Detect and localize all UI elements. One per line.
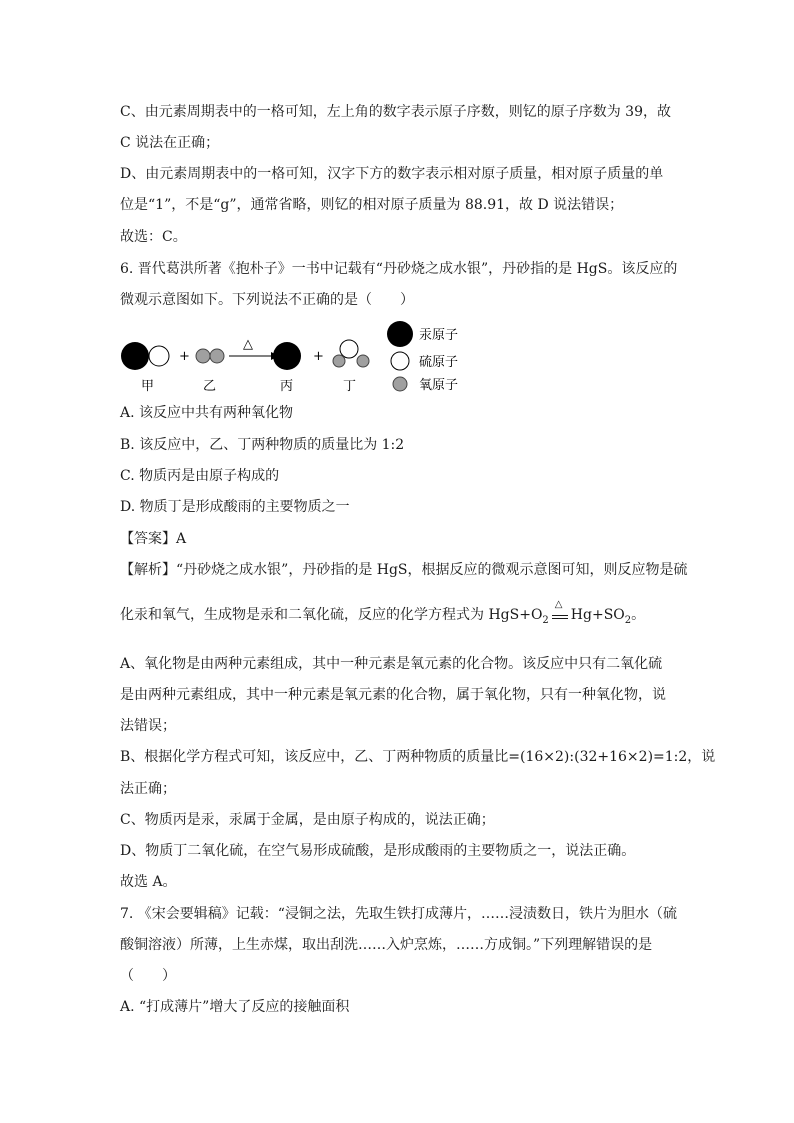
equation-end: 。 bbox=[631, 607, 646, 623]
label-ding: 丁 bbox=[343, 379, 357, 394]
analysis-line1: 【解析】“丹砂烧之成水银”，丹砂指的是 HgS，根据反应的微观示意图可知，则反应物是硫 bbox=[120, 562, 688, 578]
explain-d-line: D、物质丁二氧化硫，在空气易形成硫酸，是形成酸雨的主要物质之一，说法正确。 bbox=[120, 843, 636, 859]
line-choose: 故选：C。 bbox=[120, 229, 187, 245]
question-7-line1: 7. 《宋会要辑稿》记载：“浸铜之法，先取生铁打成薄片，……浸渍数日，铁片为胆水（硫 bbox=[120, 906, 677, 922]
equation-pre: 化汞和氧气，生成物是汞和二氧化硫，反应的化学方程式为 HgS+O bbox=[120, 607, 543, 623]
ding-o-atom-2 bbox=[357, 355, 369, 367]
arrow-condition: △ bbox=[243, 337, 253, 352]
question-7-line3: （ ） bbox=[120, 968, 176, 984]
explain-c-line: C、物质丙是汞，汞属于金属，是由原子构成的，说法正确； bbox=[120, 812, 495, 828]
line-d2: 位是“1”，不是“g”，通常省略，则钇的相对原子质量为 88.91，故 D 说法错误； bbox=[120, 197, 624, 213]
analysis-equation-line bbox=[120, 599, 646, 630]
yi-o-atom-1 bbox=[196, 349, 210, 363]
plus-2: + bbox=[313, 349, 324, 364]
explain-b-line2: 法正确； bbox=[120, 781, 176, 797]
explain-b-line1: B、根据化学方程式可知，该反应中，乙、丁两种物质的质量比=(16×2):(32+16×2)=1:2，说 bbox=[120, 749, 716, 765]
option-d: D. 物质丁是形成酸雨的主要物质之一 bbox=[120, 499, 350, 515]
legend-s-label: 硫原子 bbox=[419, 355, 459, 370]
plus-1: + bbox=[179, 349, 190, 364]
yi-o-atom-2 bbox=[210, 349, 224, 363]
equation-condition-sign bbox=[552, 599, 568, 619]
option-c: C. 物质丙是由原子构成的 bbox=[120, 468, 280, 484]
explain-a-line2: 是由两种元素组成，其中一种元素是氧元素的化合物，属于氧化物，只有一种氧化物，说 bbox=[120, 687, 666, 703]
explain-a-line3: 法错误； bbox=[120, 718, 176, 734]
jia-hg-atom bbox=[121, 342, 149, 370]
line-d1: D、由元素周期表中的一格可知，汉字下方的数字表示相对原子质量，相对原子质量的单 bbox=[120, 166, 664, 182]
legend-o-label: 氧原子 bbox=[419, 378, 459, 393]
line-c2: C 说法在正确； bbox=[120, 135, 220, 151]
question-6-line1: 6. 晋代葛洪所著《抱朴子》一书中记载有“丹砂烧之成水银”，丹砂指的是 HgS。该反应的 bbox=[120, 261, 678, 277]
ding-o-atom-1 bbox=[333, 355, 345, 367]
option-a: A. 该反应中共有两种氧化物 bbox=[120, 405, 294, 421]
heat-symbol: △ bbox=[554, 599, 563, 610]
answer-line: 【答案】A bbox=[120, 531, 187, 547]
equation-sub-so2: 2 bbox=[624, 614, 632, 626]
ding-s-atom bbox=[340, 340, 358, 358]
option-b: B. 该反应中，乙、丁两种物质的质量比为 1:2 bbox=[120, 437, 405, 453]
label-yi: 乙 bbox=[203, 379, 217, 394]
legend-s-icon bbox=[391, 352, 409, 370]
label-jia: 甲 bbox=[141, 379, 155, 394]
question-7-option-a: A. “打成薄片”增大了反应的接触面积 bbox=[120, 999, 350, 1015]
legend-hg-label: 汞原子 bbox=[419, 328, 459, 343]
bing-hg-atom bbox=[273, 342, 301, 370]
explain-a-line1: A、氧化物是由两种元素组成，其中一种元素是氧元素的化合物。该反应中只有二氧化硫 bbox=[120, 656, 663, 672]
equation-product: Hg+SO bbox=[570, 607, 625, 623]
final-choice: 故选 A。 bbox=[120, 874, 177, 890]
question-6-line2: 微观示意图如下。下列说法不正确的是（ ） bbox=[120, 292, 414, 308]
legend-o-icon bbox=[393, 377, 407, 391]
question-7-line2: 酸铜溶液）所薄，上生赤煤，取出刮洗……入炉烹炼，……方成铜。”下列理解错误的是 bbox=[120, 937, 653, 953]
legend-hg-icon bbox=[387, 321, 413, 347]
jia-s-atom bbox=[149, 346, 169, 366]
label-bing: 丙 bbox=[280, 379, 294, 394]
reaction-diagram bbox=[115, 318, 475, 398]
reaction-svg bbox=[115, 318, 475, 398]
equation-sub-o2: 2 bbox=[542, 614, 549, 626]
line-c1: C、由元素周期表中的一格可知，左上角的数字表示原子序数，则钇的原子序数为 39，故 bbox=[120, 104, 671, 120]
